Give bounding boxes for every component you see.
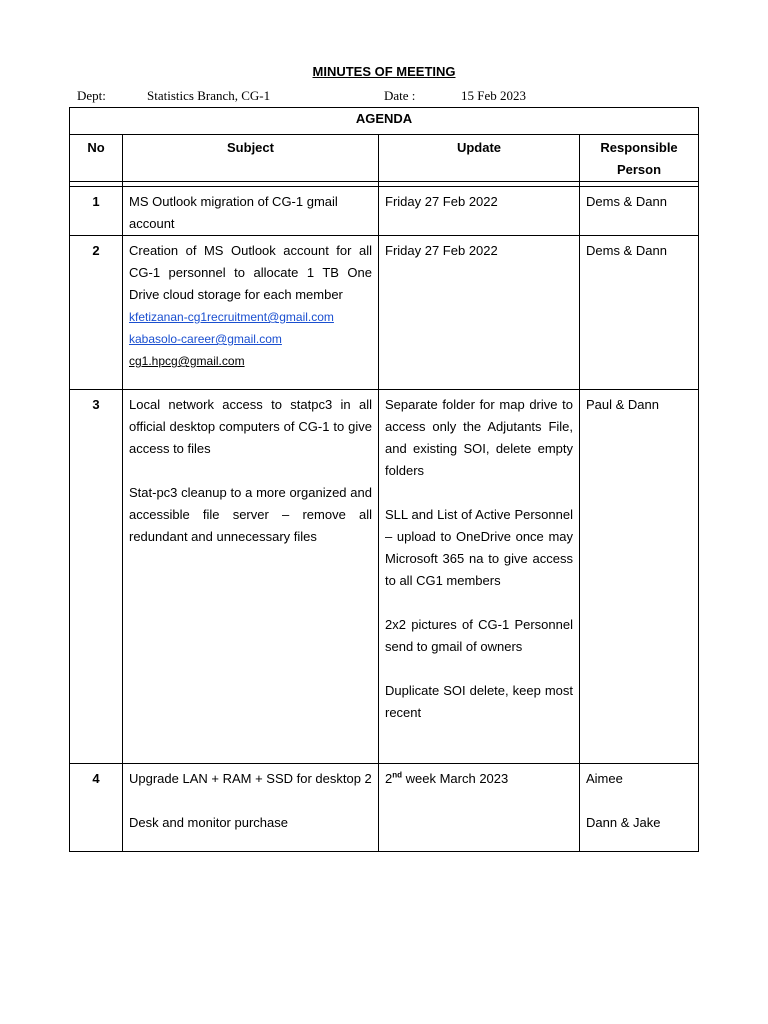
row-update-part-1: Separate folder for map drive to access only the Adjutants File, and existing SOI, delete empty folders xyxy=(385,397,573,478)
email-link-cg1-hpcg[interactable]: cg1.hpcg@gmail.com xyxy=(129,354,245,368)
email-link-kabasolo[interactable]: kabasolo-career@gmail.com xyxy=(129,332,282,346)
row-subject: MS Outlook migration of CG-1 gmail account xyxy=(123,187,379,236)
row-responsible: Paul & Dann xyxy=(580,390,699,764)
table-row xyxy=(70,390,699,764)
row-number: 1 xyxy=(70,187,123,236)
row-subject-part-2: Stat-pc3 cleanup to a more organized and accessible file server – remove all redundant and unnecessary files xyxy=(129,485,372,544)
row-number: 3 xyxy=(70,390,123,764)
agenda-heading: AGENDA xyxy=(70,108,699,135)
row-update-part-4: Duplicate SOI delete, keep most recent xyxy=(385,683,573,720)
row-responsible-part-2: Dann & Jake xyxy=(586,815,661,830)
row-number: 4 xyxy=(70,764,123,852)
row-update: Friday 27 Feb 2022 xyxy=(379,236,580,390)
row-responsible: Dems & Dann xyxy=(580,236,699,390)
update-week-number: 2 xyxy=(385,771,393,786)
row-update xyxy=(379,764,580,852)
agenda-table xyxy=(69,107,699,852)
dept-label: Dept: xyxy=(77,88,106,103)
table-row xyxy=(70,764,699,852)
table-row xyxy=(70,236,699,390)
column-header-no: No xyxy=(70,135,123,182)
column-header-subject: Subject xyxy=(123,135,379,182)
row-number: 2 xyxy=(70,236,123,390)
row-update-part-2: SLL and List of Active Personnel – upload to OneDrive once may Microsoft 365 na to give access to all CG1 members xyxy=(385,507,573,588)
row-update-part-3: 2x2 pictures of CG-1 Personnel send to gmail of owners xyxy=(385,617,573,654)
document-title: MINUTES OF MEETING xyxy=(312,64,456,79)
table-row xyxy=(70,187,699,236)
row-subject-part-2: Desk and monitor purchase xyxy=(129,815,288,830)
email-link-kfetizanan[interactable]: kfetizanan-cg1recruitment@gmail.com xyxy=(129,310,334,324)
update-week-text: week March 2023 xyxy=(402,771,509,786)
column-header-responsible: Responsible Person xyxy=(580,135,699,182)
row-subject-part-1: Upgrade LAN + RAM + SSD for desktop 2 xyxy=(129,771,372,786)
row-update: Friday 27 Feb 2022 xyxy=(379,187,580,236)
row-subject-part-1: Local network access to statpc3 in all official desktop computers of CG-1 to give access to files xyxy=(129,397,372,456)
update-ordinal-suffix: nd xyxy=(392,770,403,780)
row-responsible: Dems & Dann xyxy=(580,187,699,236)
date-label: Date : xyxy=(384,88,416,103)
dept-value: Statistics Branch, CG-1 xyxy=(147,88,271,103)
column-header-update: Update xyxy=(379,135,580,182)
row-subject: Creation of MS Outlook account for all CG-1 personnel to allocate 1 TB One Drive cloud storage for each member xyxy=(129,243,372,302)
date-value: 15 Feb 2023 xyxy=(461,88,526,103)
row-responsible-part-1: Aimee xyxy=(586,771,623,786)
